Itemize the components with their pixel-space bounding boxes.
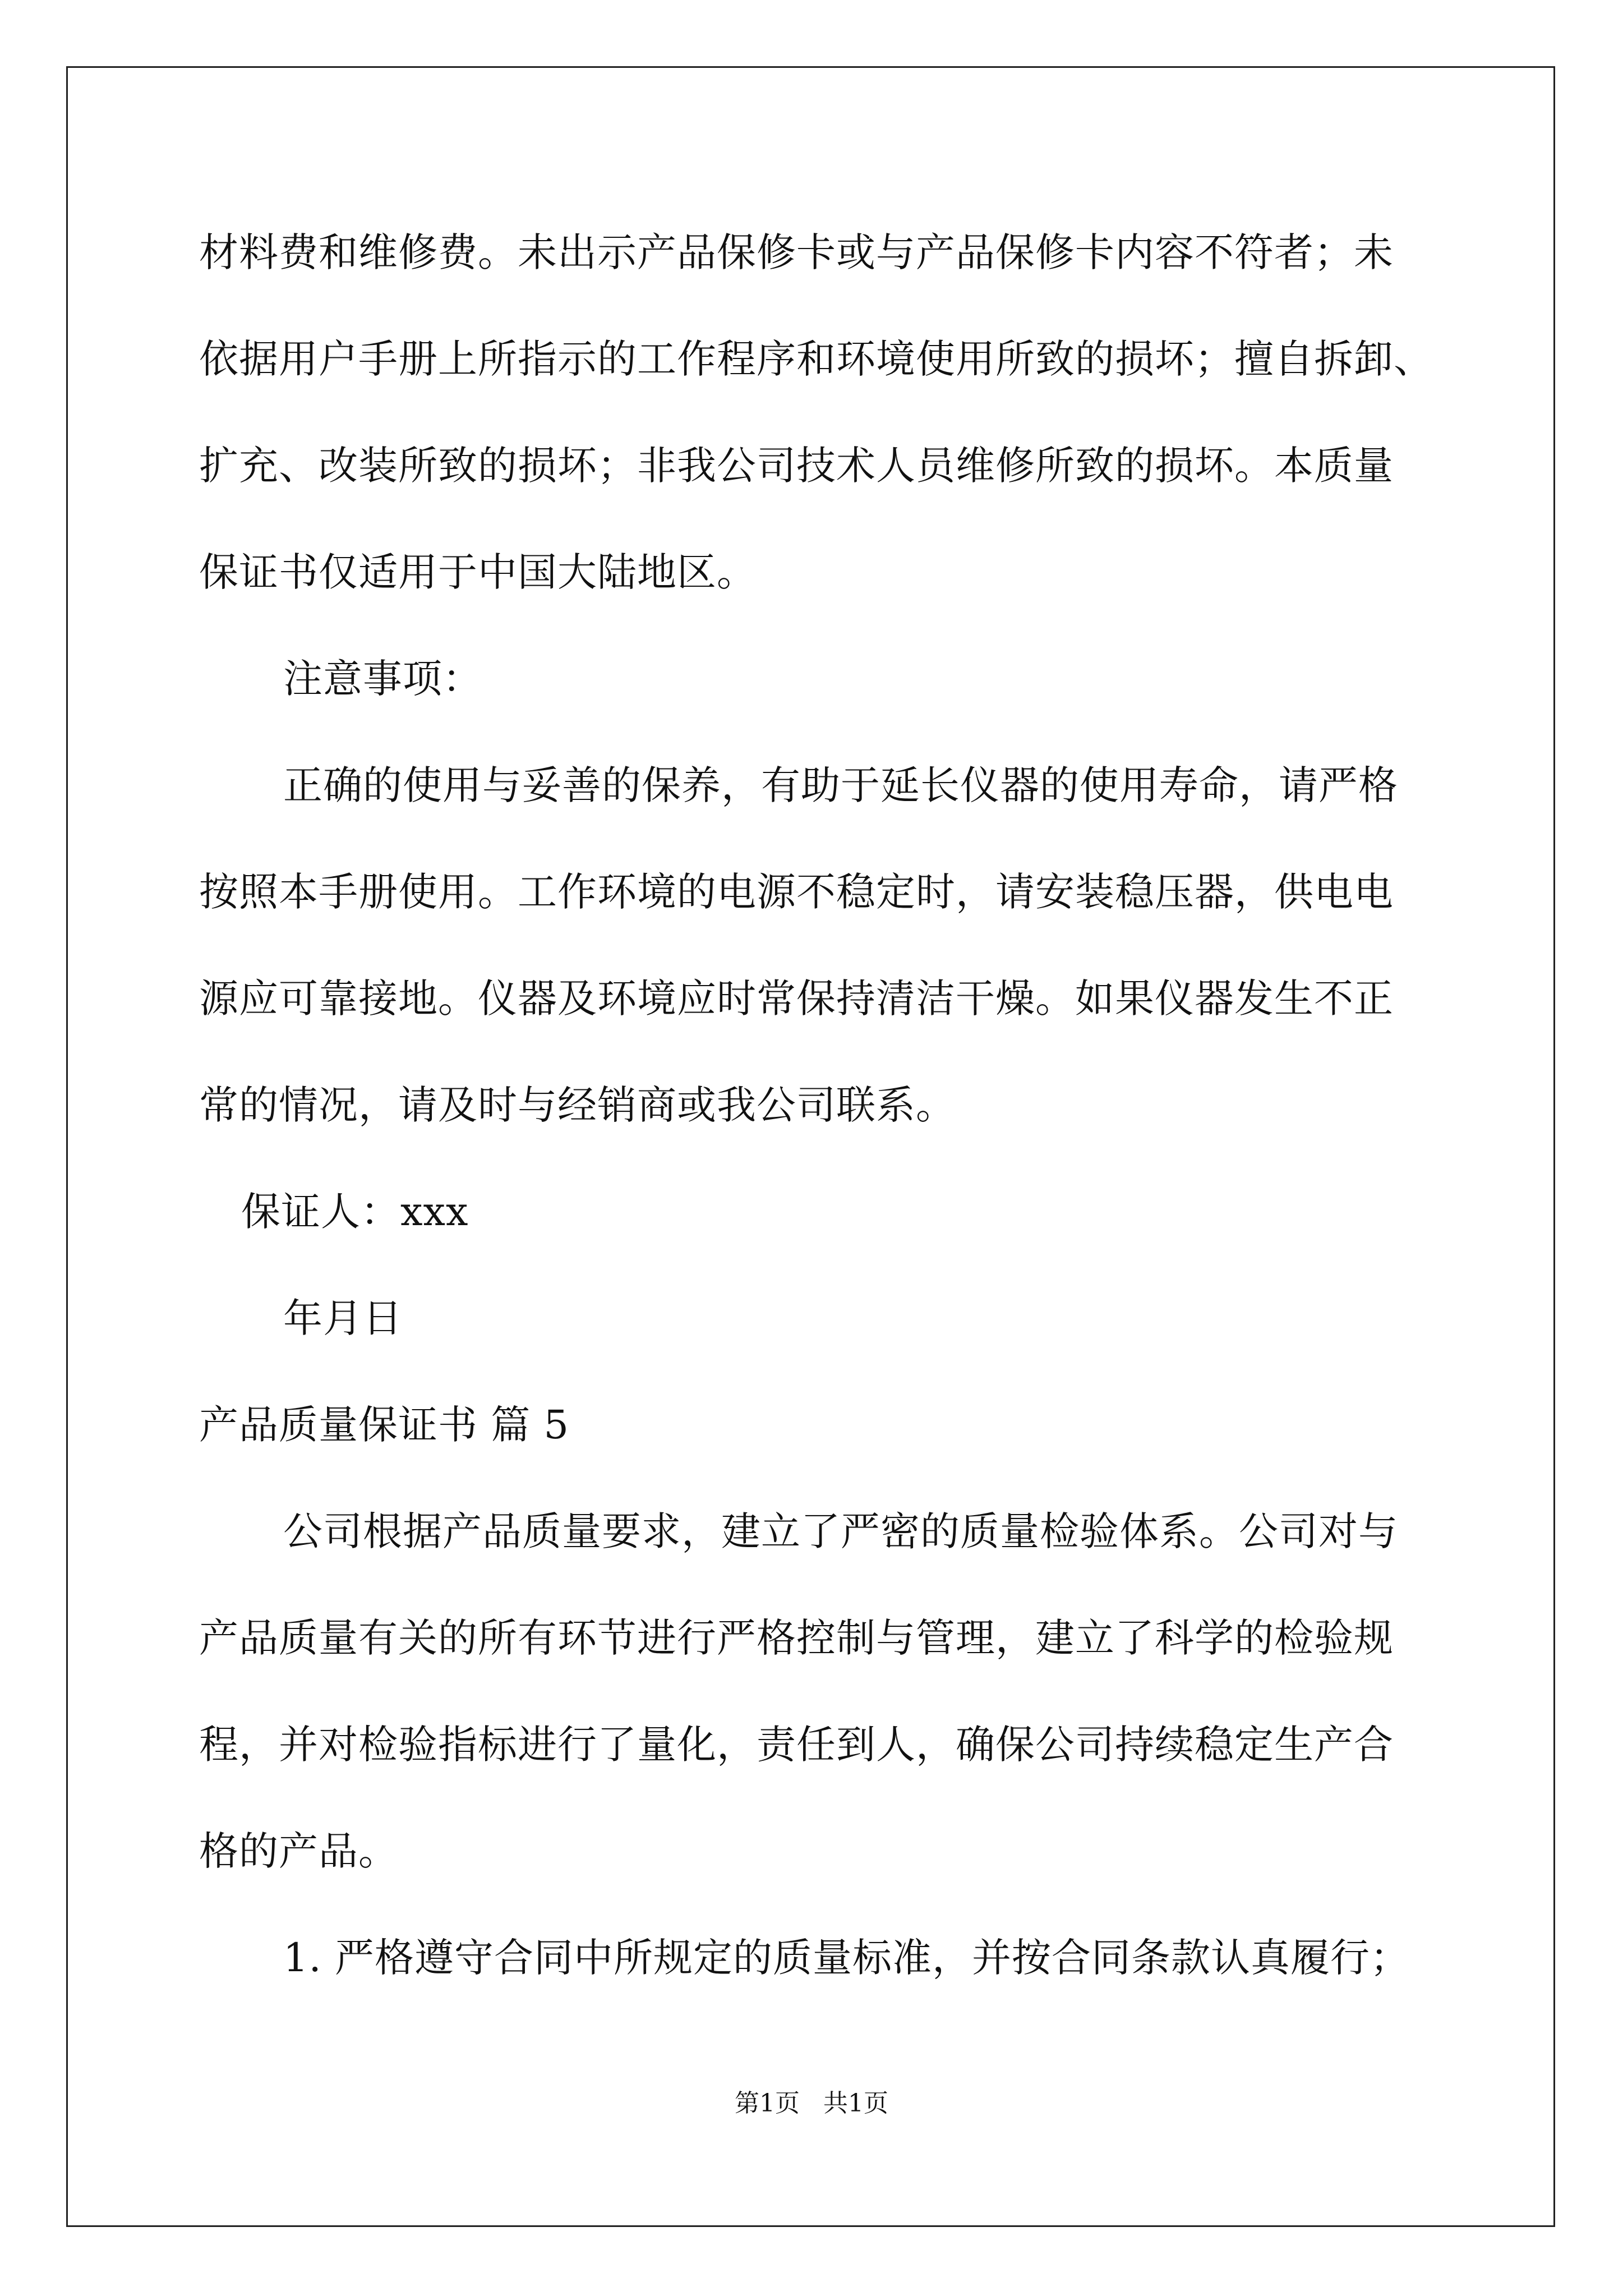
page-footer: 第1页 共1页 (735, 2089, 888, 2118)
paragraph-line: 源应可靠接地。仪器及环境应时常保持清洁干燥。如果仪器发生不正 (199, 976, 1394, 1022)
paragraph-line: 按照本手册使用。工作环境的电源不稳定时，请安装稳压器，供电电 (199, 869, 1394, 915)
paragraph-line: 产品质量有关的所有环节进行严格控制与管理，建立了科学的检验规 (199, 1615, 1394, 1661)
paragraph-line: 程，并对检验指标进行了量化，责任到人，确保公司持续稳定生产合 (199, 1722, 1394, 1768)
guarantor-line: 保证人：xxx (241, 1189, 469, 1235)
paragraph-line: 格的产品。 (199, 1828, 398, 1874)
paragraph-line: 保证书仅适用于中国大陆地区。 (199, 549, 757, 595)
paragraph-line: 公司根据产品质量要求，建立了严密的质量检验体系。公司对与 (283, 1508, 1398, 1554)
section-title: 产品质量保证书 篇 5 (199, 1402, 570, 1448)
paragraph-line: 常的情况，请及时与经销商或我公司联系。 (199, 1082, 956, 1128)
list-item: 1. 严格遵守合同中所规定的质量标准，并按合同条款认真履行； (283, 1935, 1410, 1981)
paragraph-line: 扩充、改装所致的损坏；非我公司技术人员维修所致的损坏。本质量 (199, 443, 1394, 489)
paragraph-line: 依据用户手册上所指示的工作程序和环境使用所致的损坏；擅自拆卸、 (199, 336, 1433, 382)
date-line: 年月日 (283, 1295, 403, 1341)
page-border (66, 66, 1555, 2227)
paragraph-line: 正确的使用与妥善的保养，有助于延长仪器的使用寿命，请严格 (283, 762, 1398, 808)
section-heading: 注意事项： (283, 656, 482, 702)
paragraph-line: 材料费和维修费。未出示产品保修卡或与产品保修卡内容不符者；未 (199, 229, 1394, 275)
